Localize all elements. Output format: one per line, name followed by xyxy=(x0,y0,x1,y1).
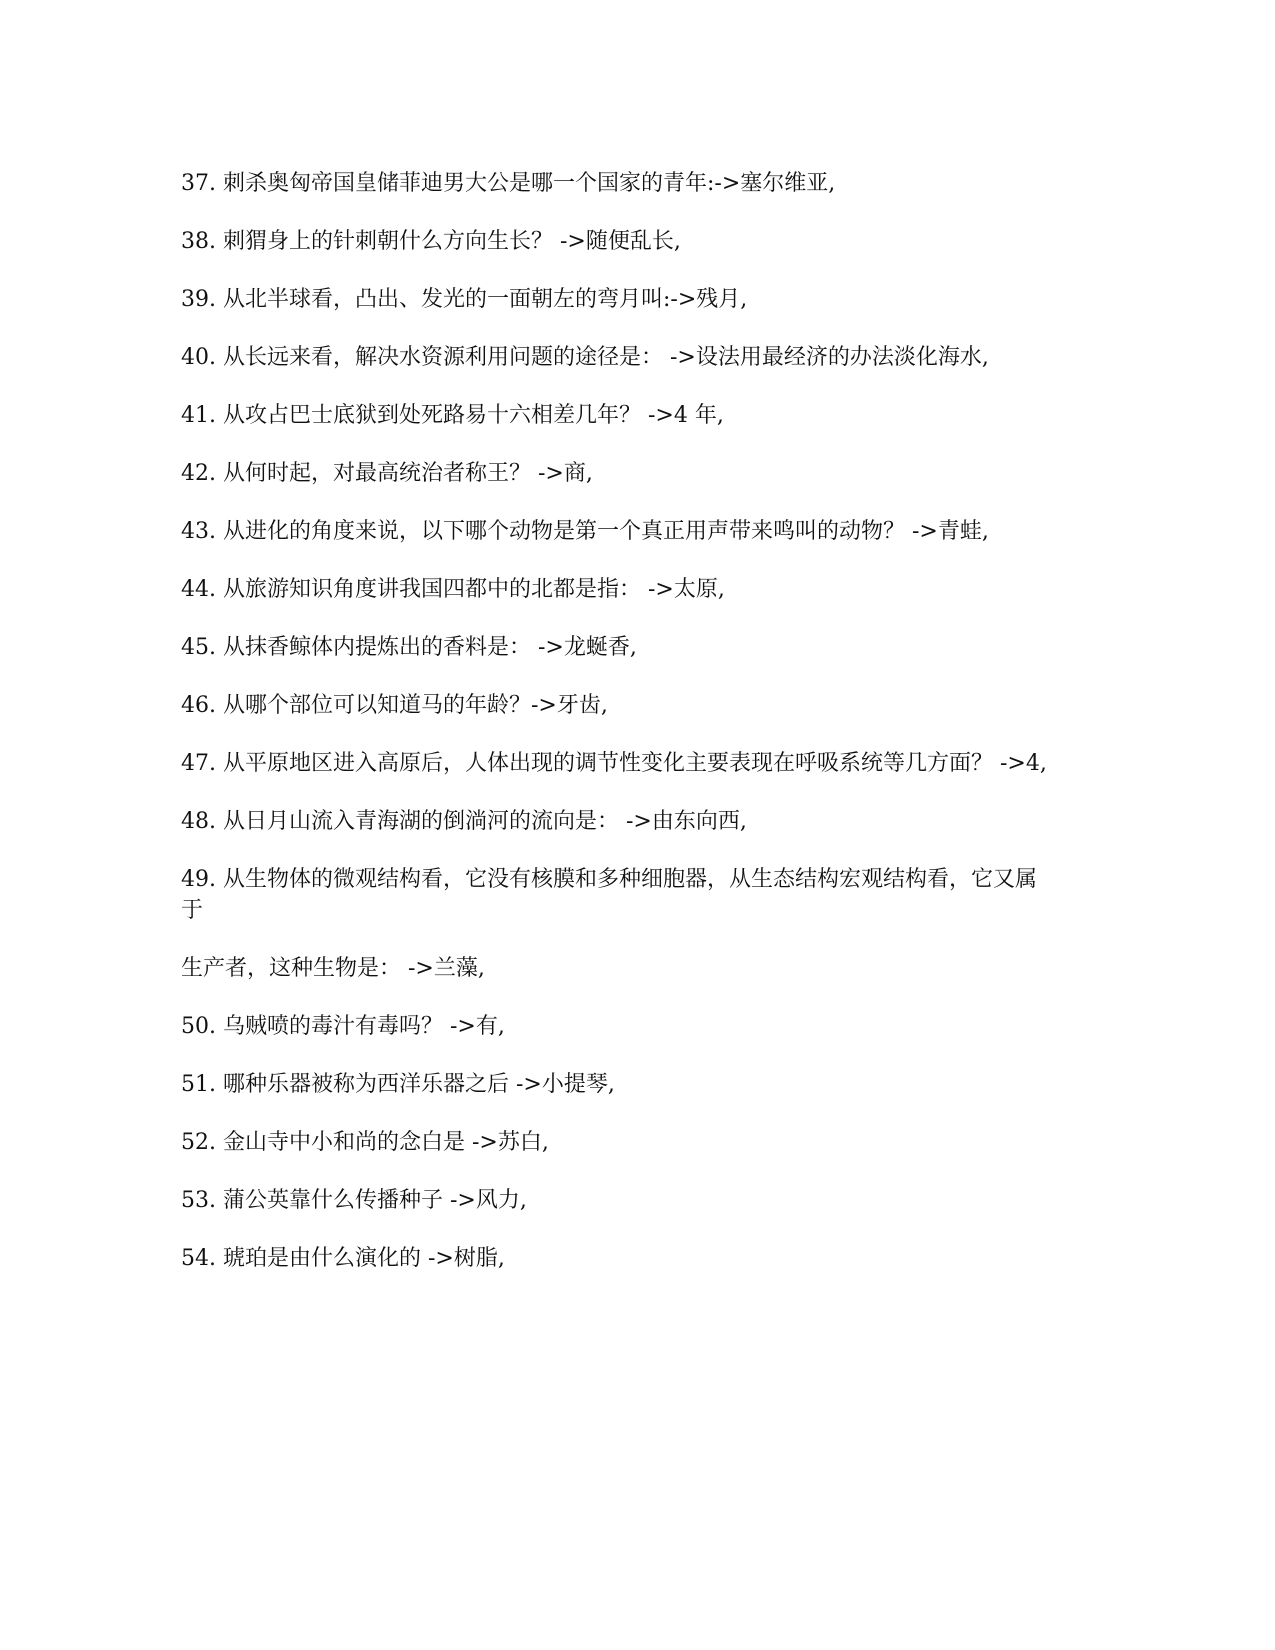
list-item: 43. 从进化的角度来说，以下哪个动物是第一个真正用声带来鸣叫的动物？ ->青蛙, xyxy=(181,519,989,544)
list-item: 49. 从生物体的微观结构看，它没有核膜和多种细胞器，从生态结构宏观结构看，它又属于 xyxy=(181,867,1037,923)
list-item: 45. 从抹香鲸体内提炼出的香料是： ->龙蜒香, xyxy=(181,635,637,660)
list-item: 50. 乌贼喷的毒汁有毒吗？ ->有, xyxy=(181,1014,505,1039)
qa-list xyxy=(181,168,1049,1301)
list-item: 51. 哪种乐器被称为西洋乐器之后 ->小提琴, xyxy=(181,1072,615,1097)
list-item-continuation: 生产者，这种生物是： ->兰藻, xyxy=(181,956,485,981)
list-item: 42. 从何时起，对最高统治者称王？ ->商, xyxy=(181,461,593,486)
list-item: 47. 从平原地区进入高原后，人体出现的调节性变化主要表现在呼吸系统等几方面？ ->4, xyxy=(181,751,1047,776)
list-item: 46. 从哪个部位可以知道马的年龄？->牙齿, xyxy=(181,693,608,718)
list-item: 52. 金山寺中小和尚的念白是 ->苏白, xyxy=(181,1130,549,1155)
list-item: 39. 从北半球看，凸出、发光的一面朝左的弯月叫:->残月, xyxy=(181,287,748,312)
list-item: 37. 刺杀奥匈帝国皇储菲迪男大公是哪一个国家的青年:->塞尔维亚, xyxy=(181,171,836,196)
list-item: 53. 蒲公英靠什么传播种子 ->风力, xyxy=(181,1188,527,1213)
list-item: 54. 琥珀是由什么演化的 ->树脂, xyxy=(181,1246,505,1271)
list-item: 48. 从日月山流入青海湖的倒淌河的流向是： ->由东向西, xyxy=(181,809,747,834)
list-item: 38. 刺猬身上的针刺朝什么方向生长？ ->随便乱长, xyxy=(181,229,681,254)
list-item: 44. 从旅游知识角度讲我国四都中的北都是指： ->太原, xyxy=(181,577,725,602)
list-item: 40. 从长远来看，解决水资源利用问题的途径是： ->设法用最经济的办法淡化海水, xyxy=(181,345,989,370)
list-item: 41. 从攻占巴士底狱到处死路易十六相差几年？ ->4 年, xyxy=(181,403,724,428)
